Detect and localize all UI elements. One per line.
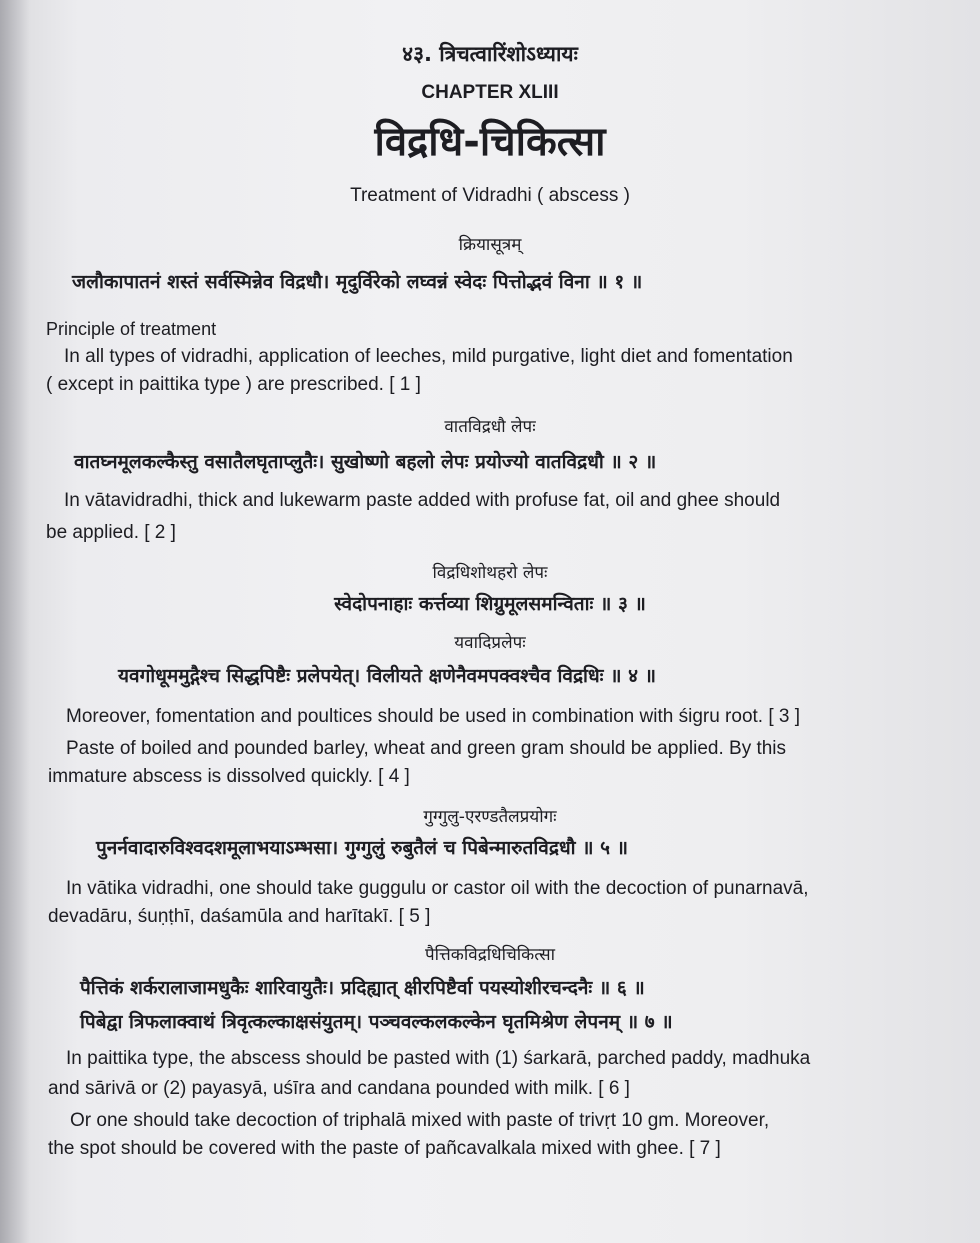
section-heading: पैत्तिकविद्रधिचिकित्सा (424, 945, 556, 965)
translation-1-line-2: ( except in paittika type ) are prescribed. [ 1 ] (46, 374, 421, 395)
translation-7-line-1: Or one should take decoction of triphalā mixed with paste of trivṛt 10 gm. Moreover, (70, 1110, 770, 1131)
translation-2-line-1: In vātavidradhi, thick and lukewarm paste added with profuse fat, oil and ghee should (64, 490, 781, 511)
translation-2-line-2: be applied. [ 2 ] (46, 522, 176, 543)
translation-6-line-2: and sārivā or (2) payasyā, uśīra and candana pounded with milk. [ 6 ] (48, 1078, 630, 1099)
section-heading: वातविद्रधौ लेपः (444, 417, 536, 437)
verse-6: पैत्तिकं शर्करालाजामधुकैः शारिवायुतैः। प्रदिह्यात् क्षीरपिष्टैर्वा पयस्योशीरचन्दनैः ॥ ६ ॥ (80, 977, 645, 999)
verse-2: वातघ्नमूलकल्कैस्तु वसातैलघृताप्लुतैः। सुखोष्णो बहलो लेपः प्रयोज्यो वातविद्रधौ ॥ २ ॥ (74, 451, 657, 473)
verse-3: स्वेदोपनाहाः कर्त्तव्या शिग्रुमूलसमन्विताः ॥ ३ ॥ (334, 593, 646, 615)
translation-4-line-1: Paste of boiled and pounded barley, wheat and green gram should be applied. By this (66, 738, 787, 759)
chapter-title: विद्रधि-चिकित्सा (374, 119, 606, 165)
section-heading: विद्रधिशोथहरो लेपः (432, 563, 548, 583)
chapter-subtitle: Treatment of Vidradhi ( abscess ) (350, 185, 630, 206)
section-heading: गुग्गुलु-एरण्डतैलप्रयोगः (423, 807, 557, 827)
section-heading: यवादिप्रलेपः (454, 633, 526, 653)
section-heading: क्रियासूत्रम् (458, 235, 522, 255)
section-subheading: Principle of treatment (46, 319, 217, 339)
verse-7: पिबेद्वा त्रिफलाक्वाथं त्रिवृत्कल्काक्षसंयुतम्। पञ्चवल्कलकल्केन घृतमिश्रेण लेपनम् ॥ ७ ॥ (80, 1011, 673, 1033)
chapter-label: CHAPTER XLIII (421, 82, 559, 103)
translation-5-line-1: In vātika vidradhi, one should take guggulu or castor oil with the decoction of punarnavā, (66, 878, 809, 899)
translation-3: Moreover, fomentation and poultices should be used in combination with śigru root. [ 3 ] (66, 706, 801, 727)
verse-5: पुनर्नवादारुविश्वदशमूलाभयाऽम्भसा। गुग्गुलुं रुबुतैलं च पिबेन्मारुतविद्रधौ ॥ ५ ॥ (96, 837, 629, 859)
verse-1: जलौकापातनं शस्तं सर्वस्मिन्नेव विद्रधौ। मृदुर्विरेको लघ्वन्नं स्वेदः पित्तोद्भवं विना ॥ १ ॥ (72, 271, 643, 293)
translation-6-line-1: In paittika type, the abscess should be pasted with (1) śarkarā, parched paddy, madhuka (66, 1048, 811, 1069)
translation-4-line-2: immature abscess is dissolved quickly. [ 4 ] (48, 766, 410, 787)
chapter-number-line: ४३. त्रिचत्वारिंशोऽध्यायः (402, 42, 578, 66)
translation-5-line-2: devadāru, śuṇṭhī, daśamūla and harītakī. [ 5 ] (48, 906, 431, 927)
translation-1-line-1: In all types of vidradhi, application of leeches, mild purgative, light diet and fomentation (64, 346, 793, 367)
translation-7-line-2: the spot should be covered with the paste of pañcavalkala mixed with ghee. [ 7 ] (48, 1138, 721, 1159)
verse-4: यवगोधूममुद्गैश्च सिद्धपिष्टैः प्रलेपयेत्। विलीयते क्षणेनैवमपक्वश्चैव विद्रधिः ॥ ४ ॥ (118, 665, 656, 687)
